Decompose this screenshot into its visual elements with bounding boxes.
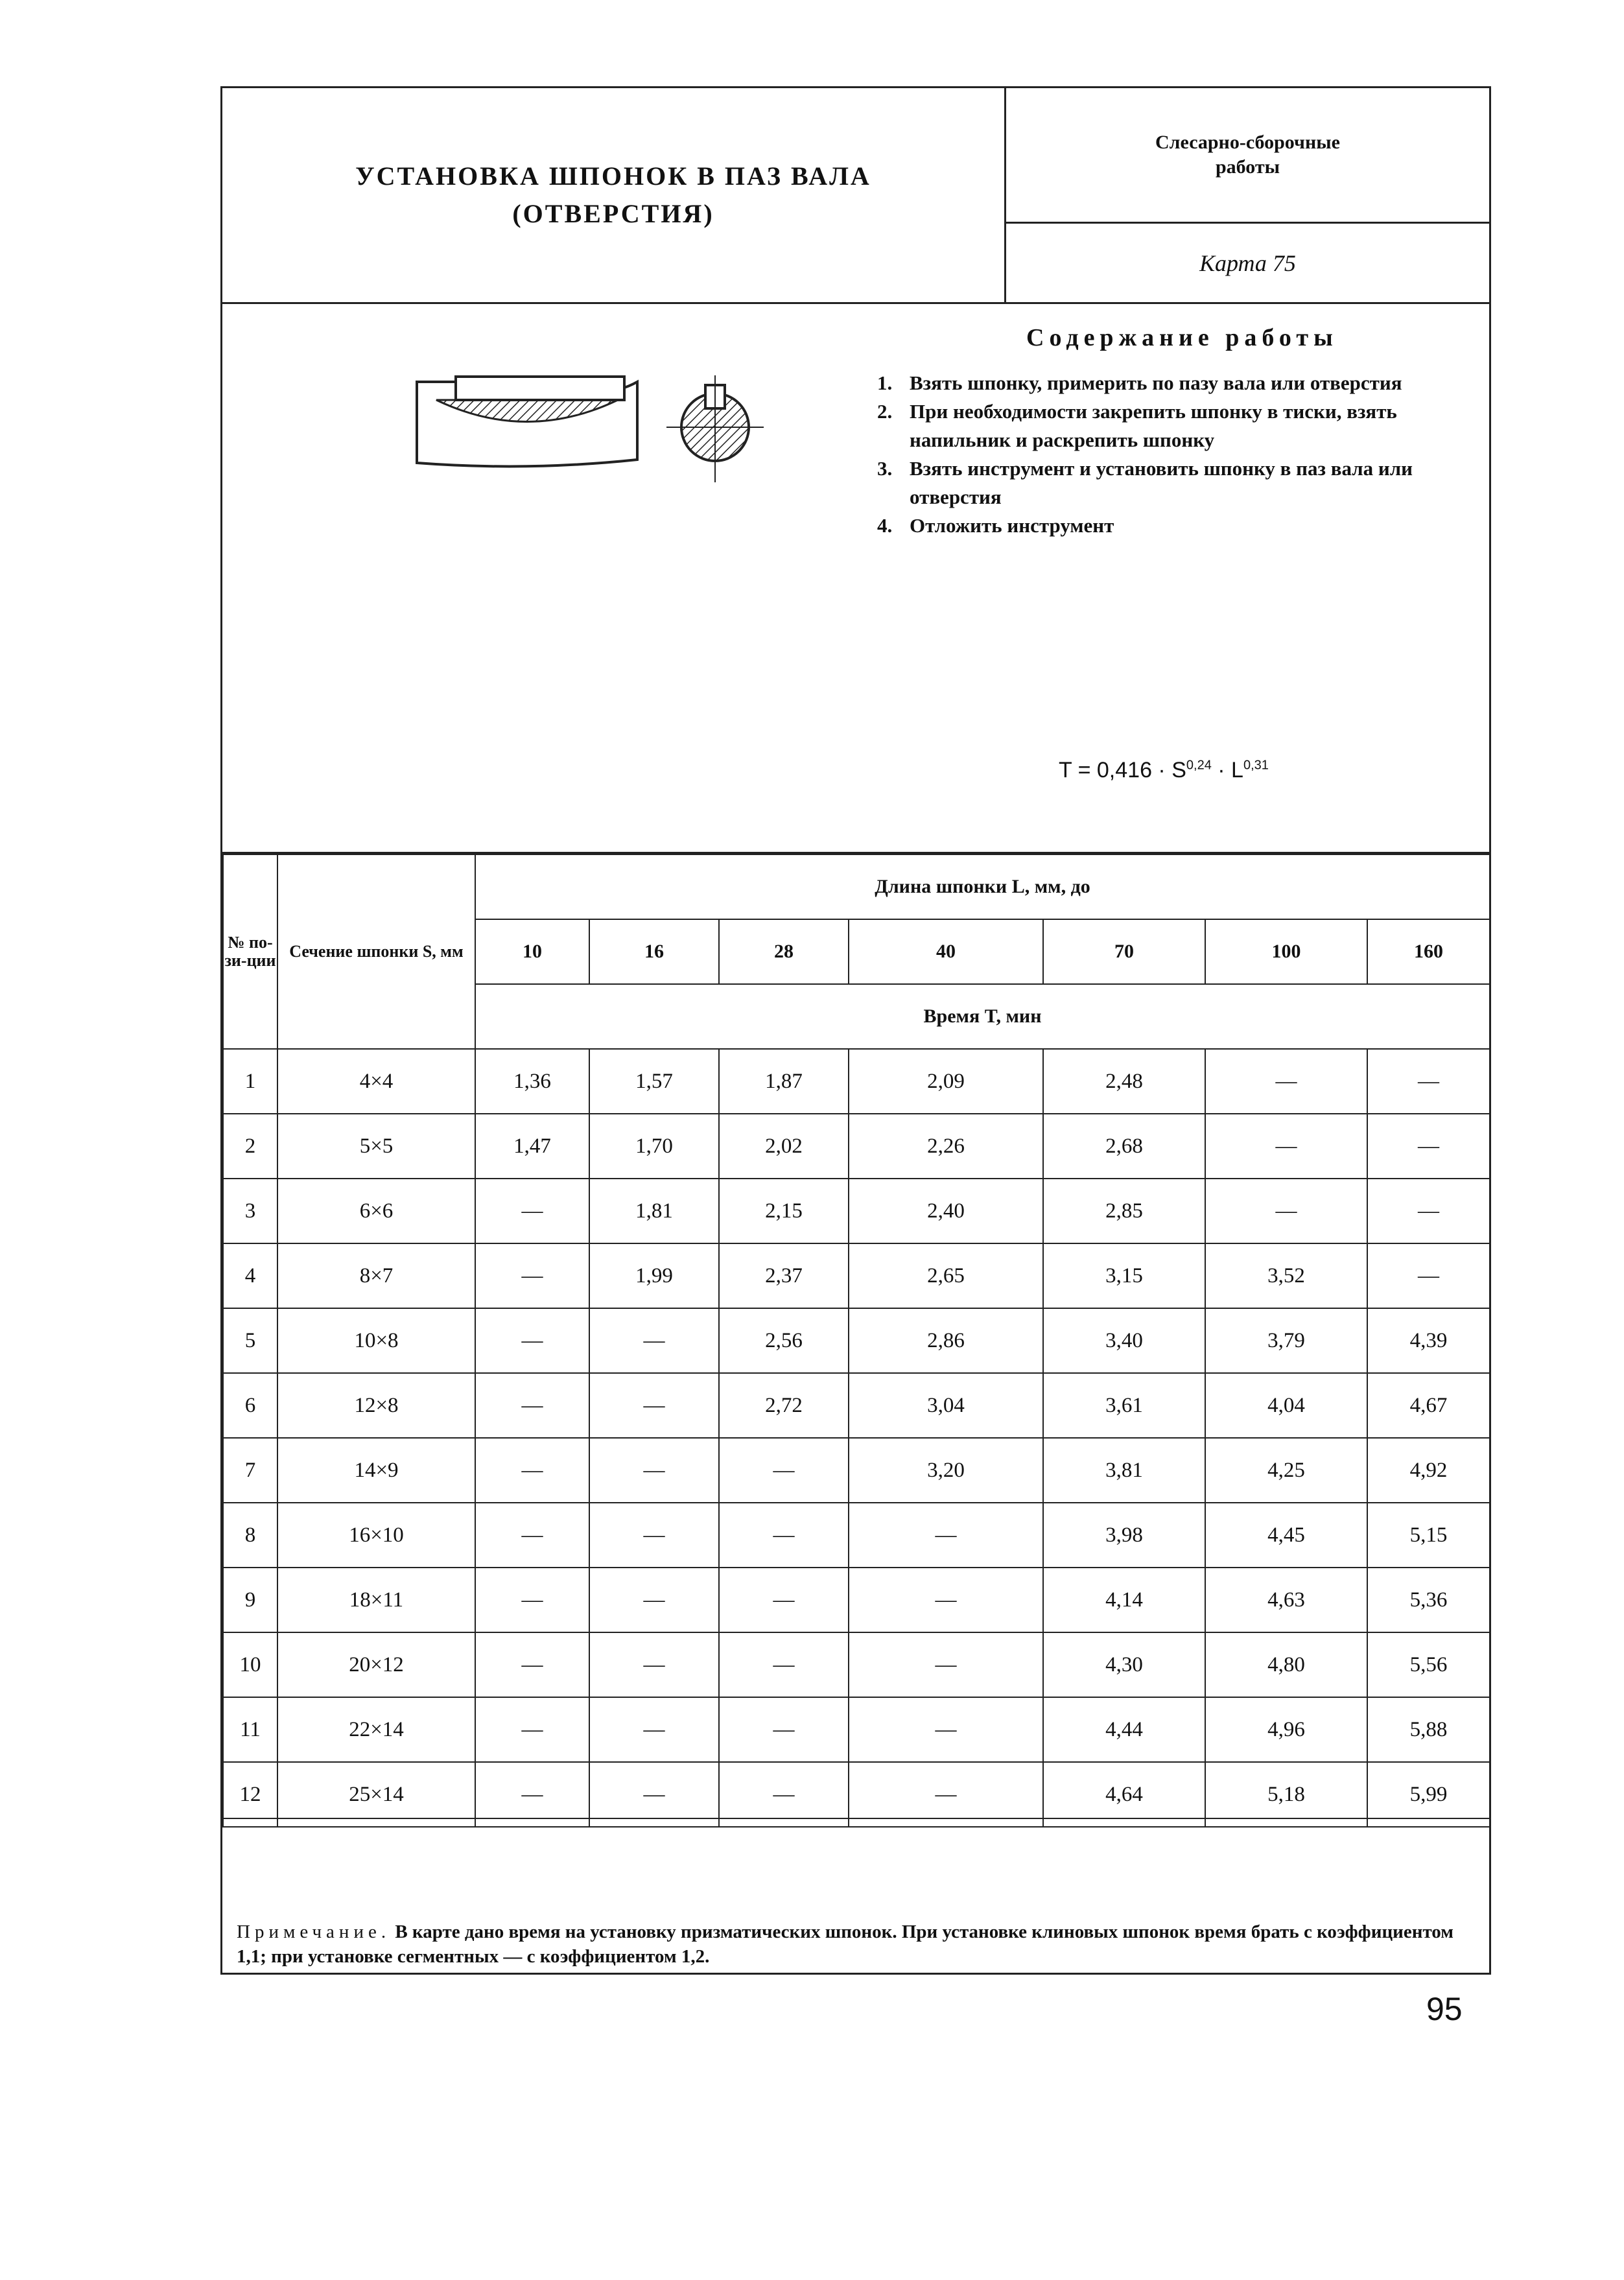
- time-value-cell: 1,87: [719, 1049, 849, 1114]
- table-row: [223, 1503, 1490, 1568]
- time-value-cell: —: [719, 1762, 849, 1827]
- position-cell: 9: [223, 1568, 277, 1632]
- time-value-cell: —: [475, 1503, 589, 1568]
- table-row: [223, 1308, 1490, 1373]
- time-value-cell: —: [589, 1503, 719, 1568]
- work-category-line2: работы: [1215, 156, 1280, 178]
- time-value-cell: 2,02: [719, 1114, 849, 1179]
- time-value-cell: 4,64: [1043, 1762, 1205, 1827]
- time-value-cell: 1,57: [589, 1049, 719, 1114]
- card-number-label: Карта 75: [1199, 250, 1296, 276]
- time-value-cell: 2,48: [1043, 1049, 1205, 1114]
- time-value-cell: —: [589, 1697, 719, 1762]
- work-step-text: Взять инструмент и установить шпонку в паз вала или отверстия: [910, 457, 1413, 508]
- section-cell: 8×7: [277, 1243, 475, 1308]
- position-cell: 11: [223, 1697, 277, 1762]
- work-step-number: 4.: [877, 514, 893, 537]
- time-value-cell: 5,36: [1367, 1568, 1490, 1632]
- time-value-cell: 3,61: [1043, 1373, 1205, 1438]
- content-heading: Содержание работы: [1026, 324, 1338, 351]
- length-header-cell: 70: [1043, 919, 1205, 984]
- section-cell: 18×11: [277, 1568, 475, 1632]
- time-value-cell: —: [589, 1632, 719, 1697]
- time-value-cell: —: [589, 1568, 719, 1632]
- time-value-cell: 4,92: [1367, 1438, 1490, 1503]
- card-header: [222, 88, 1489, 304]
- table-row: [223, 1114, 1490, 1179]
- work-content-section: [222, 304, 1489, 854]
- time-value-cell: 4,04: [1205, 1373, 1367, 1438]
- table-row: [223, 1438, 1490, 1503]
- time-value-cell: —: [475, 1373, 589, 1438]
- page-number: 95: [1426, 1991, 1463, 2027]
- time-value-cell: —: [719, 1632, 849, 1697]
- time-value-cell: 2,26: [849, 1114, 1043, 1179]
- position-cell: 12: [223, 1762, 277, 1827]
- table-row: [223, 1373, 1490, 1438]
- table-row: [223, 1179, 1490, 1243]
- section-cell: 14×9: [277, 1438, 475, 1503]
- section-cell: 22×14: [277, 1697, 475, 1762]
- time-value-cell: —: [849, 1697, 1043, 1762]
- time-value-cell: —: [719, 1438, 849, 1503]
- time-norm-table: [222, 854, 1490, 1828]
- time-value-cell: 3,79: [1205, 1308, 1367, 1373]
- table-row: [223, 1632, 1490, 1697]
- time-value-cell: —: [1205, 1114, 1367, 1179]
- time-group-header: Время T, мин: [475, 984, 1490, 1049]
- time-value-cell: 4,14: [1043, 1568, 1205, 1632]
- length-header-cell: 10: [475, 919, 589, 984]
- formula-exponent-s: 0,24: [1186, 758, 1212, 773]
- length-header-cell: 16: [589, 919, 719, 984]
- time-formula: [1059, 758, 1269, 783]
- section-cell: 25×14: [277, 1762, 475, 1827]
- time-value-cell: 3,20: [849, 1438, 1043, 1503]
- time-value-cell: 2,40: [849, 1179, 1043, 1243]
- note-section: [222, 1818, 1489, 1973]
- time-value-cell: 2,56: [719, 1308, 849, 1373]
- note-text-block: [237, 1920, 1483, 1969]
- position-cell: 8: [223, 1503, 277, 1568]
- work-step-number: 3.: [877, 457, 893, 480]
- time-value-cell: —: [849, 1762, 1043, 1827]
- length-group-header: Длина шпонки L, мм, до: [475, 854, 1490, 919]
- time-value-cell: —: [1205, 1049, 1367, 1114]
- time-value-cell: 5,18: [1205, 1762, 1367, 1827]
- time-value-cell: —: [849, 1632, 1043, 1697]
- time-value-cell: —: [475, 1308, 589, 1373]
- formula-prefix: T = 0,416 · S: [1059, 758, 1186, 782]
- time-value-cell: —: [719, 1503, 849, 1568]
- time-value-cell: 5,99: [1367, 1762, 1490, 1827]
- time-value-cell: 3,81: [1043, 1438, 1205, 1503]
- time-value-cell: —: [589, 1438, 719, 1503]
- time-value-cell: 2,86: [849, 1308, 1043, 1373]
- time-value-cell: 3,52: [1205, 1243, 1367, 1308]
- time-value-cell: 3,15: [1043, 1243, 1205, 1308]
- position-column-header: № по-зи-ции: [223, 854, 277, 1049]
- time-value-cell: 1,99: [589, 1243, 719, 1308]
- position-cell: 1: [223, 1049, 277, 1114]
- time-value-cell: 1,47: [475, 1114, 589, 1179]
- card-title-line1: УСТАНОВКА ШПОНОК В ПАЗ ВАЛА: [355, 161, 871, 191]
- time-value-cell: —: [849, 1503, 1043, 1568]
- time-value-cell: 2,37: [719, 1243, 849, 1308]
- length-header-cell: 40: [849, 919, 1043, 984]
- shaft-cross-section: [666, 375, 764, 482]
- position-cell: 2: [223, 1114, 277, 1179]
- time-value-cell: —: [475, 1762, 589, 1827]
- section-cell: 10×8: [277, 1308, 475, 1373]
- work-step: [877, 397, 1474, 454]
- time-value-cell: 3,04: [849, 1373, 1043, 1438]
- card-number: [1006, 224, 1489, 302]
- time-value-cell: 3,98: [1043, 1503, 1205, 1568]
- time-value-cell: —: [589, 1308, 719, 1373]
- work-steps-list: [877, 369, 1474, 540]
- time-value-cell: 2,85: [1043, 1179, 1205, 1243]
- length-header-cell: 100: [1205, 919, 1367, 984]
- work-step-text: Взять шпонку, примерить по пазу вала или отверстия: [910, 371, 1402, 394]
- shaft-side-view: [417, 377, 637, 466]
- time-value-cell: 1,36: [475, 1049, 589, 1114]
- time-value-cell: 5,88: [1367, 1697, 1490, 1762]
- time-value-cell: 4,80: [1205, 1632, 1367, 1697]
- time-value-cell: —: [475, 1697, 589, 1762]
- section-cell: 16×10: [277, 1503, 475, 1568]
- time-value-cell: 4,39: [1367, 1308, 1490, 1373]
- time-value-cell: —: [1367, 1114, 1490, 1179]
- time-value-cell: —: [719, 1568, 849, 1632]
- time-value-cell: 2,09: [849, 1049, 1043, 1114]
- time-value-cell: —: [475, 1179, 589, 1243]
- time-value-cell: 2,68: [1043, 1114, 1205, 1179]
- time-value-cell: 3,40: [1043, 1308, 1205, 1373]
- time-value-cell: —: [1205, 1179, 1367, 1243]
- section-cell: 6×6: [277, 1179, 475, 1243]
- formula-exponent-l: 0,31: [1243, 758, 1269, 773]
- section-cell: 4×4: [277, 1049, 475, 1114]
- length-header-cell: 28: [719, 919, 849, 984]
- section-column-header: Сечение шпонки S, мм: [277, 854, 475, 1049]
- time-value-cell: —: [1367, 1179, 1490, 1243]
- section-cell: 20×12: [277, 1632, 475, 1697]
- time-value-cell: —: [475, 1243, 589, 1308]
- time-value-cell: —: [475, 1568, 589, 1632]
- table-body: [223, 1049, 1490, 1827]
- table-row: [223, 1243, 1490, 1308]
- process-card: [220, 86, 1491, 1975]
- position-cell: 3: [223, 1179, 277, 1243]
- section-cell: 5×5: [277, 1114, 475, 1179]
- time-value-cell: 4,25: [1205, 1438, 1367, 1503]
- time-value-cell: —: [1367, 1243, 1490, 1308]
- work-step: [877, 369, 1474, 397]
- work-category: [1006, 88, 1489, 224]
- time-value-cell: —: [1367, 1049, 1490, 1114]
- time-value-cell: 4,67: [1367, 1373, 1490, 1438]
- note-body: В карте дано время на установку призматических шпонок. При установке клиновых шпонок время брать с коэффициентом 1,1; при установке сегментных — с коэффициентом 1,2.: [237, 1922, 1454, 1967]
- work-step-number: 2.: [877, 400, 893, 423]
- position-cell: 5: [223, 1308, 277, 1373]
- table-row: [223, 1049, 1490, 1114]
- time-value-cell: 4,30: [1043, 1632, 1205, 1697]
- length-header-cell: 160: [1367, 919, 1490, 984]
- work-step-text: Отложить инструмент: [910, 514, 1114, 537]
- time-value-cell: 5,15: [1367, 1503, 1490, 1568]
- time-value-cell: 1,70: [589, 1114, 719, 1179]
- time-value-cell: 5,56: [1367, 1632, 1490, 1697]
- position-cell: 6: [223, 1373, 277, 1438]
- time-value-cell: 4,44: [1043, 1697, 1205, 1762]
- time-value-cell: 4,96: [1205, 1697, 1367, 1762]
- position-cell: 4: [223, 1243, 277, 1308]
- time-value-cell: —: [849, 1568, 1043, 1632]
- time-value-cell: 2,72: [719, 1373, 849, 1438]
- table-row: [223, 1568, 1490, 1632]
- card-title-line2: (ОТВЕРСТИЯ): [512, 199, 714, 228]
- key-drawing: [410, 362, 773, 492]
- time-value-cell: —: [589, 1373, 719, 1438]
- time-value-cell: 4,45: [1205, 1503, 1367, 1568]
- formula-middle: · L: [1211, 758, 1243, 782]
- card-title: [222, 88, 1006, 302]
- time-value-cell: —: [475, 1632, 589, 1697]
- note-title: Примечание.: [237, 1922, 391, 1942]
- time-value-cell: 2,65: [849, 1243, 1043, 1308]
- position-cell: 7: [223, 1438, 277, 1503]
- time-value-cell: —: [589, 1762, 719, 1827]
- time-value-cell: —: [475, 1438, 589, 1503]
- work-category-line1: Слесарно-сборочные: [1155, 132, 1340, 153]
- table-row: [223, 1762, 1490, 1827]
- section-cell: 12×8: [277, 1373, 475, 1438]
- position-cell: 10: [223, 1632, 277, 1697]
- work-step: [877, 454, 1474, 511]
- table-head: [223, 854, 1490, 1049]
- time-value-cell: —: [719, 1697, 849, 1762]
- work-step-number: 1.: [877, 371, 893, 394]
- table-row: [223, 1697, 1490, 1762]
- time-value-cell: 1,81: [589, 1179, 719, 1243]
- work-step: [877, 511, 1474, 540]
- time-value-cell: 2,15: [719, 1179, 849, 1243]
- work-step-text: При необходимости закрепить шпонку в тиски, взять напильник и раскрепить шпонку: [910, 400, 1397, 451]
- time-value-cell: 4,63: [1205, 1568, 1367, 1632]
